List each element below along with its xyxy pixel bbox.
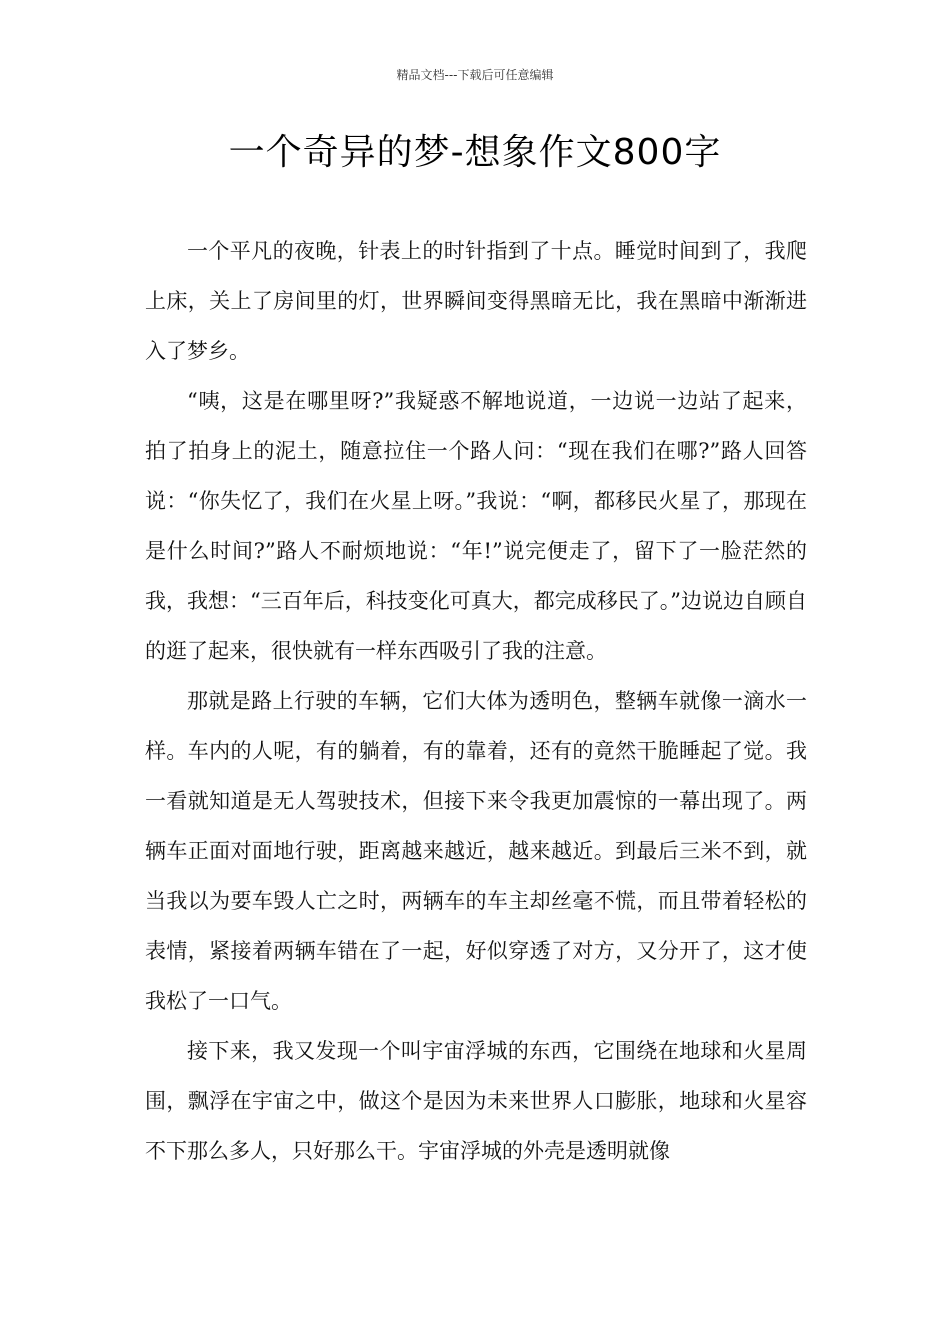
paragraph-1: 一个平凡的夜晚，针表上的时针指到了十点。睡觉时间到了，我爬上床，关上了房间里的灯，世界瞬间变得黑暗无比，我在黑暗中渐渐进入了梦乡。 <box>145 239 807 363</box>
paragraph-2: “咦，这是在哪里呀?”我疑惑不解地说道，一边说一边站了起来，拍了拍身上的泥土，随意拉住一个路人问：“现在我们在哪?”路人回答说：“你失忆了，我们在火星上呀。”我说：“啊，都移民火星了，那现在是什么时间?”路人不耐烦地说：“年!”说完便走了，留下了一脸茫然的我，我想：“三百年后，科技变化可真大，都完成移民了。”边说边自顾自的逛了起来，很快就有一样东西吸引了我的注意。 <box>145 389 807 663</box>
document-title: 一个奇异的梦-想象作文800字 <box>228 132 722 173</box>
document-body <box>145 226 807 1176</box>
header-note: 精品文档---下载后可任意编辑 <box>396 68 554 82</box>
paragraph-4: 接下来，我又发现一个叫宇宙浮城的东西，它围绕在地球和火星周围，飘浮在宇宙之中，做这个是因为未来世界人口膨胀，地球和火星容不下那么多人，只好那么干。宇宙浮城的外壳是透明就像 <box>145 1039 807 1163</box>
paragraph-3: 那就是路上行驶的车辆，它们大体为透明色，整辆车就像一滴水一样。车内的人呢，有的躺着，有的靠着，还有的竟然干脆睡起了觉。我一看就知道是无人驾驶技术，但接下来令我更加震惊的一幕出现了。两辆车正面对面地行驶，距离越来越近，越来越近。到最后三米不到，就当我以为要车毁人亡之时，两辆车的车主却丝毫不慌，而且带着轻松的表情，紧接着两辆车错在了一起，好似穿透了对方，又分开了，这才使我松了一口气。 <box>145 689 807 1013</box>
